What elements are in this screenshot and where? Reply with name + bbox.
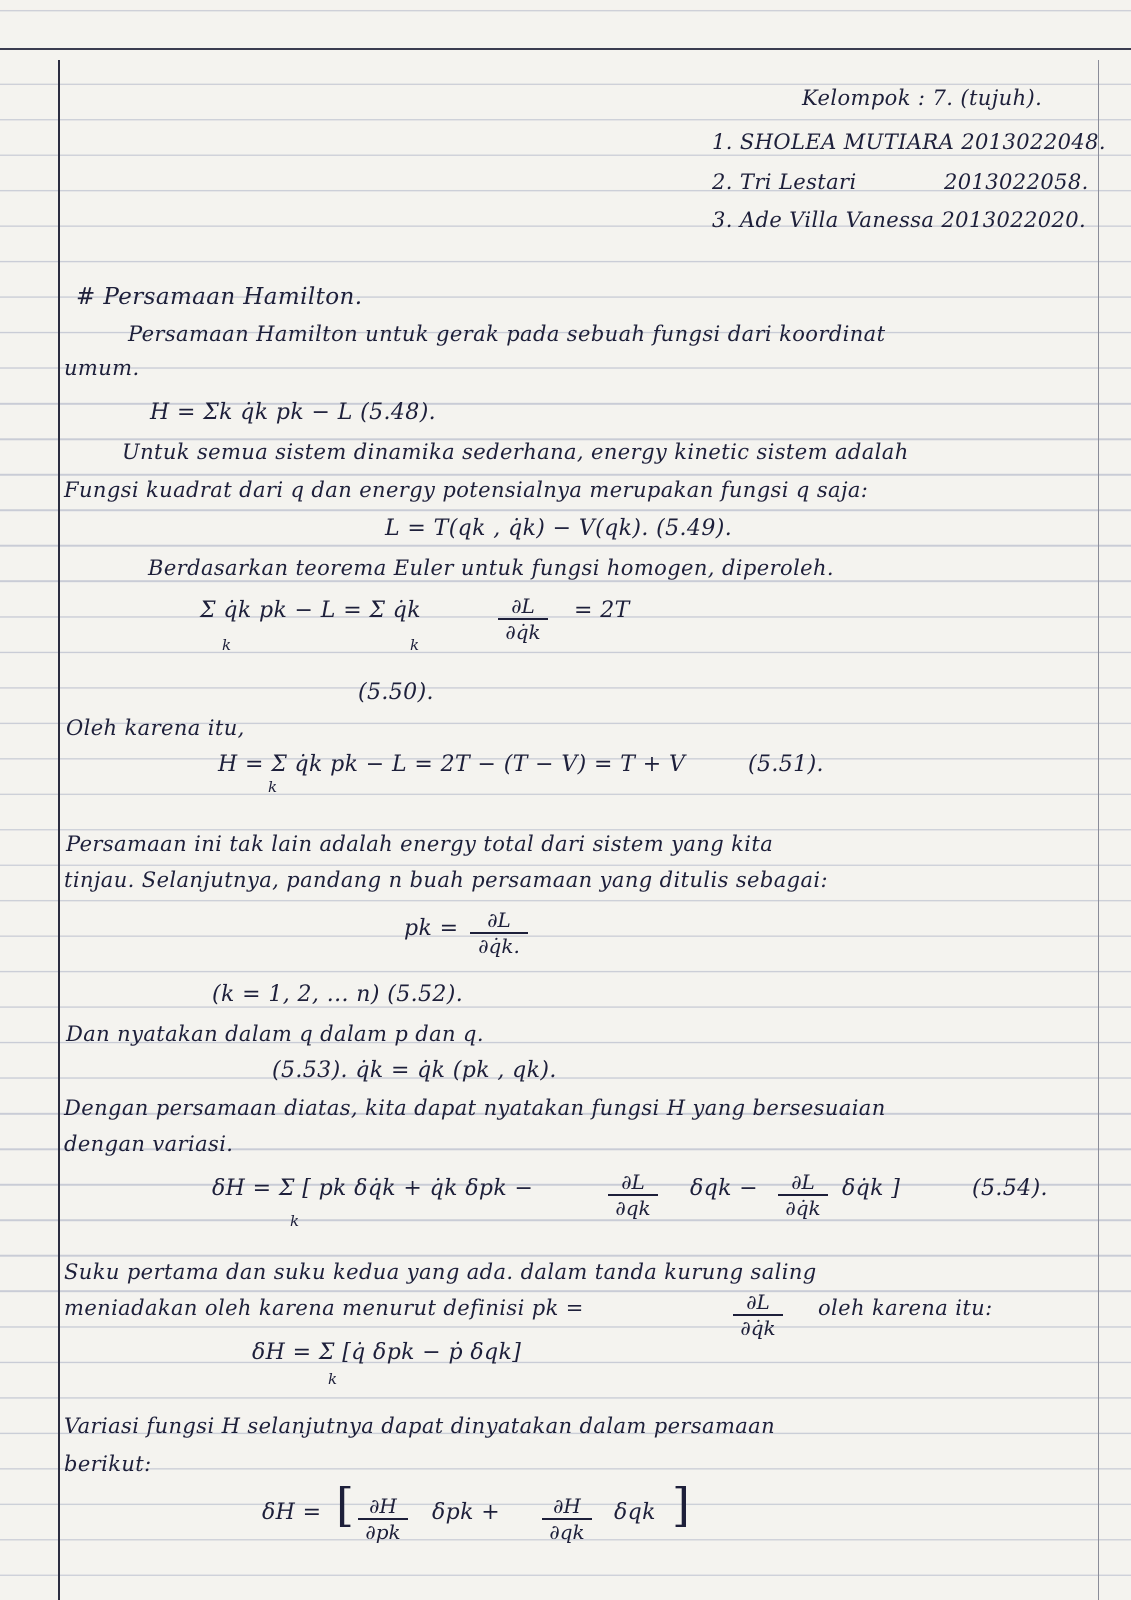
para-9b: berikut:: [64, 1452, 152, 1476]
section-title: # Persamaan Hamilton.: [76, 284, 363, 310]
member-3: 3. Ade Villa Vanessa 2013022020.: [712, 208, 1087, 232]
equation-5-54-left: δH = Σ [ pk δq̇k + q̇k δpk −: [212, 1176, 534, 1201]
left-bracket: [: [336, 1478, 354, 1532]
para-1a: Persamaan Hamilton untuk gerak pada sebuah fungsi dari koordinat: [128, 322, 886, 346]
fraction-denominator: ∂pk: [365, 1520, 401, 1544]
equation-5-55: δH = Σ [q̇ δpk − ṗ δqk]: [252, 1340, 522, 1365]
group-label: Kelompok : 7. (tujuh).: [802, 86, 1043, 110]
equation-5-54-label: (5.54).: [972, 1176, 1048, 1201]
para-9a: Variasi fungsi H selanjutnya dapat dinyatakan dalam persamaan: [64, 1414, 776, 1438]
para-7a: Dengan persamaan diatas, kita dapat nyatakan fungsi H yang bersesuaian: [64, 1096, 886, 1120]
member-2-id: 2013022058.: [944, 170, 1089, 194]
equation-5-49: L = T(qk , q̇k) − V(qk). (5.49).: [385, 516, 733, 541]
fraction-numerator: ∂L: [498, 594, 548, 620]
fraction-numerator: ∂L: [608, 1170, 658, 1196]
member-1: 1. SHOLEA MUTIARA 2013022048.: [712, 130, 1106, 154]
top-rule: [0, 48, 1131, 50]
equation-5-55-sub: k: [328, 1370, 338, 1388]
equation-5-52-left: pk =: [404, 916, 459, 941]
para-4: Oleh karena itu,: [66, 716, 245, 740]
equation-5-54-fraction-1: [608, 1170, 658, 1220]
equation-5-50-sub-2: k: [410, 636, 420, 654]
para-2b: Fungsi kuadrat dari q dan energy potensialnya merupakan fungsi q saja:: [64, 478, 869, 502]
fraction-denominator: ∂q̇k: [785, 1196, 821, 1220]
fraction-numerator: ∂L: [470, 908, 528, 934]
equation-5-52-fraction: [470, 908, 528, 958]
para-7b: dengan variasi.: [64, 1132, 234, 1156]
equation-5-48: H = Σk q̇k pk − L (5.48).: [150, 400, 437, 425]
equation-5-56-left: δH =: [262, 1500, 322, 1525]
equation-5-54-end: δq̇k ]: [842, 1176, 901, 1201]
equation-5-51-sub: k: [268, 778, 278, 796]
right-rule: [1098, 60, 1099, 1600]
para-5b: tinjau. Selanjutnya, pandang n buah persamaan yang ditulis sebagai:: [64, 868, 828, 892]
margin-line: [58, 60, 60, 1600]
equation-5-54-fraction-2: [778, 1170, 828, 1220]
fraction-denominator: ∂q̇k: [740, 1316, 776, 1340]
fraction-denominator: ∂q̇k: [505, 620, 541, 644]
para-2a: Untuk semua sistem dinamika sederhana, energy kinetic sistem adalah: [122, 440, 909, 464]
equation-5-53: (5.53). q̇k = q̇k (pk , qk).: [272, 1058, 557, 1083]
equation-5-56-end: δqk: [614, 1500, 656, 1525]
para-3: Berdasarkan teorema Euler untuk fungsi homogen, diperoleh.: [148, 556, 835, 580]
para-8a: Suku pertama dan suku kedua yang ada. dalam tanda kurung saling: [64, 1260, 817, 1284]
equation-5-50-label: (5.50).: [358, 680, 434, 705]
right-bracket: ]: [672, 1478, 690, 1532]
equation-5-50-left: Σ q̇k pk − L = Σ q̇k: [200, 598, 421, 623]
equation-5-56-mid: δpk +: [432, 1500, 501, 1525]
fraction-numerator: ∂L: [778, 1170, 828, 1196]
para-8b-start: meniadakan oleh karena menurut definisi pk =: [64, 1296, 584, 1320]
member-2: 2. Tri Lestari: [712, 170, 857, 194]
fraction-numerator: ∂H: [542, 1494, 592, 1520]
para-5a: Persamaan ini tak lain adalah energy total dari sistem yang kita: [66, 832, 774, 856]
equation-5-50-fraction: [498, 594, 548, 644]
equation-5-56-fraction-2: [542, 1494, 592, 1544]
para-6: Dan nyatakan dalam q dalam p dan q.: [66, 1022, 484, 1046]
equation-5-50-right: = 2T: [574, 598, 630, 623]
equation-5-51-label: (5.51).: [748, 752, 824, 777]
para-8b-fraction: [733, 1290, 783, 1340]
fraction-numerator: ∂H: [358, 1494, 408, 1520]
para-8b-end: oleh karena itu:: [818, 1296, 993, 1320]
equation-5-52-label: (k = 1, 2, ... n) (5.52).: [212, 982, 464, 1007]
fraction-denominator: ∂qk: [549, 1520, 585, 1544]
equation-5-50-sub-1: k: [222, 636, 232, 654]
equation-5-54-mid: δqk −: [690, 1176, 759, 1201]
para-1b: umum.: [64, 356, 140, 380]
equation-5-51: H = Σ q̇k pk − L = 2T − (T − V) = T + V: [218, 752, 686, 777]
fraction-denominator: ∂qk: [615, 1196, 651, 1220]
fraction-numerator: ∂L: [733, 1290, 783, 1316]
equation-5-56-fraction-1: [358, 1494, 408, 1544]
equation-5-54-sub: k: [290, 1212, 300, 1230]
fraction-denominator: ∂q̇k.: [478, 934, 520, 958]
